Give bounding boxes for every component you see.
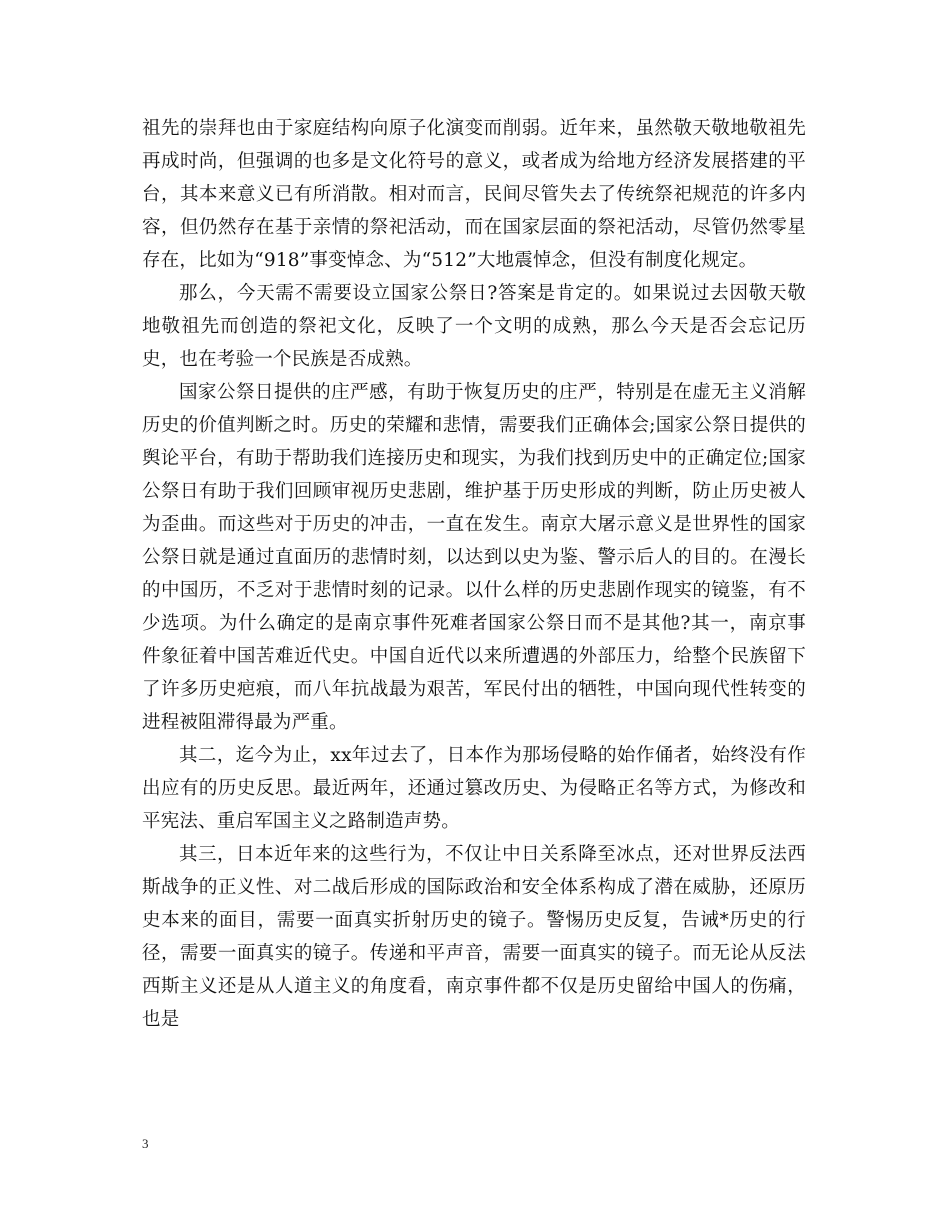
paragraph-second-reason: 其二，迄今为止，xx年过去了，日本作为那场侵略的始作俑者，始终没有作出应有的历史反思。最近两年，还通过篡改历史、为侵略正名等方式，为修改和平宪法、重启军国主义之路制造声势。 <box>142 745 806 832</box>
paragraph-solemnity: 国家公祭日提供的庄严感，有助于恢复历史的庄严，特别是在虚无主义消解历史的价值判断之时。历史的荣耀和悲情，需要我们正确体会;国家公祭日提供的舆论平台，有助于帮助我们连接历史和现实，为我们找到历史中的正确定位;国家公祭日有助于我们回顾审视历史悲剧，维护基于历史形成的判断，防止历史被人为歪曲。而这些对于历史的冲击，一直在发生。南京大屠示意义是世界性的国家公祭日就是通过直面历的悲情时刻，以达到以史为鉴、警示后人的目的。在漫长的中国历，不乏对于悲情时刻的记录。以什么样的历史悲剧作现实的镜鉴，有不少选项。为什么确定的是南京事件死难者国家公祭日而不是其他?其一，南京事件象征着中国苦难近代史。中国自近代以来所遭遇的外部压力，给整个民族留下了许多历史疤痕，而八年抗战最为艰苦，军民付出的牺牲，中国向现代性转变的进程被阻滞得最为严重。 <box>142 382 806 733</box>
page-number: 3 <box>142 1136 149 1151</box>
paragraph-national-memorial-question: 那么，今天需不需要设立国家公祭日?答案是肯定的。如果说过去因敬天敬地敬祖先而创造的祭祀文化，反映了一个文明的成熟，那么今天是否会忘记历史，也在考验一个民族是否成熟。 <box>142 283 806 370</box>
paragraph-continuation: 祖先的崇拜也由于家庭结构向原子化演变而削弱。近年来，虽然敬天敬地敬祖先再成时尚，但强调的也多是文化符号的意义，或者成为给地方经济发展搭建的平台，其本来意义已有所消散。相对而言，民间尽管失去了传统祭祀规范的许多内容，但仍然存在基于亲情的祭祀活动，而在国家层面的祭祀活动，尽管仍然零星存在，比如为“918”事变悼念、为“512”大地震悼念，但没有制度化规定。 <box>142 118 806 271</box>
document-body <box>142 112 806 1036</box>
paragraph-third-reason: 其三，日本近年来的这些行为，不仅让中日关系降至冰点，还对世界反法西斯战争的正义性、对二战后形成的国际政治和安全体系构成了潜在威胁，还原历史本来的面目，需要一面真实折射历史的镜子。警惕历史反复，告诫*历史的行径，需要一面真实的镜子。传递和平声音，需要一面真实的镜子。而无论从反法西斯主义还是从人道主义的角度看，南京事件都不仅是历史留给中国人的伤痛，也是 <box>142 844 806 1030</box>
